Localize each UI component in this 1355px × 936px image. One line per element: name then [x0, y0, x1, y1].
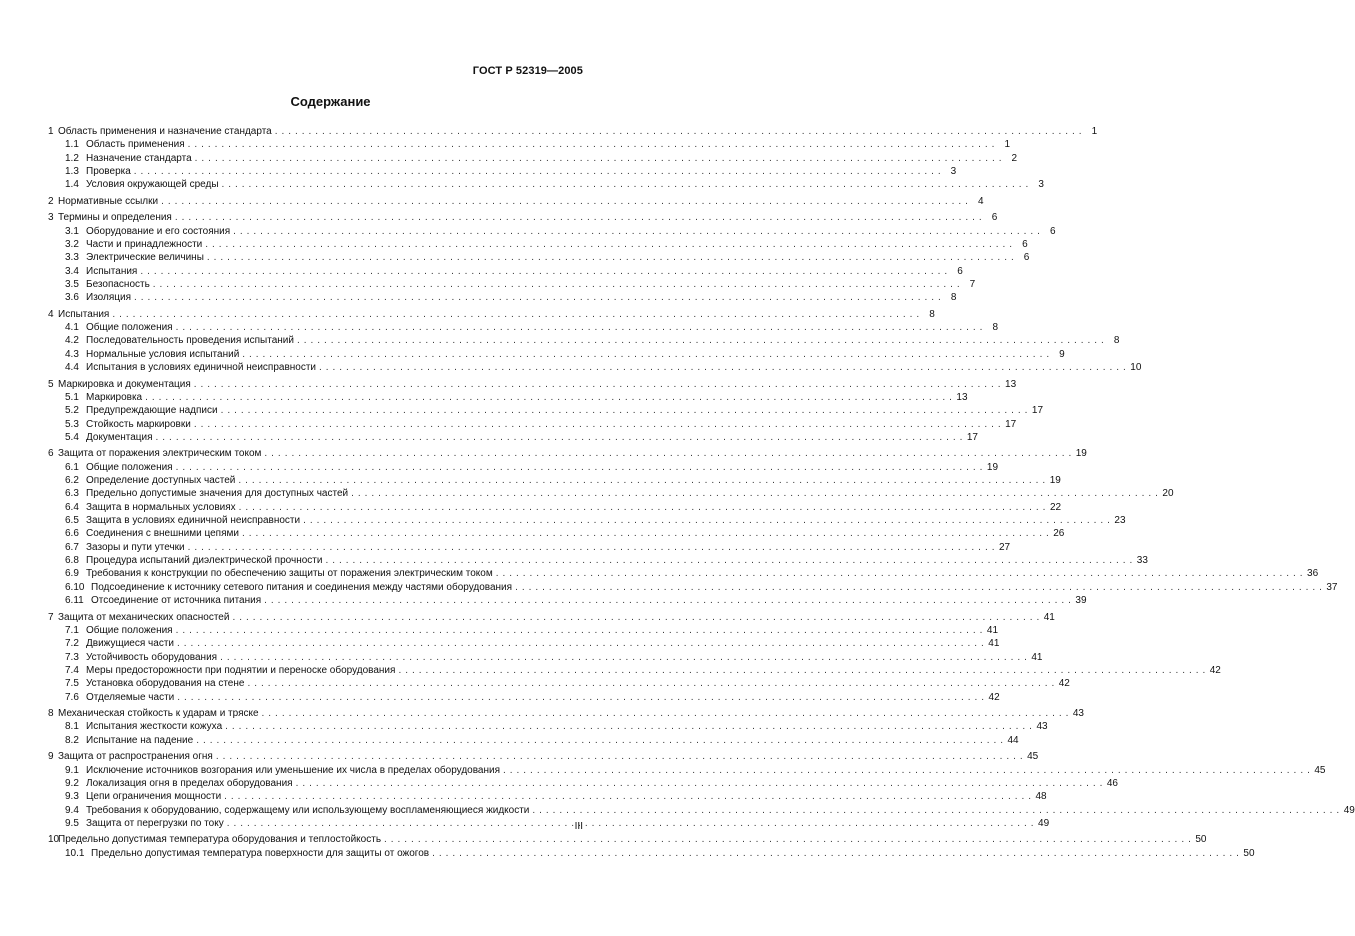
toc-leader-dots: [196, 734, 1003, 747]
toc-entry-number: 5.3: [65, 418, 79, 430]
toc-entry-title: Общие положения: [86, 461, 173, 473]
toc-leader-dots: [188, 138, 995, 151]
toc-entry-number: 6.4: [65, 501, 79, 513]
toc-entry-number: 6.3: [65, 488, 79, 500]
toc-entry-page-number: 6: [1050, 225, 1056, 237]
toc-subsection-entry[interactable]: [48, 581, 1338, 594]
toc-entry-title: Нормальные условия испытаний: [86, 348, 240, 360]
toc-section-entry[interactable]: [48, 611, 1055, 624]
toc-subsection-entry[interactable]: [48, 790, 1047, 803]
toc-leader-dots: [176, 461, 983, 474]
toc-subsection-entry[interactable]: [48, 431, 978, 444]
toc-leader-dots: [247, 677, 1054, 690]
toc-entry-number: 5: [48, 378, 54, 390]
toc-entry-page-number: 43: [1036, 721, 1048, 733]
toc-section-entry[interactable]: [48, 707, 1084, 720]
toc-leader-dots: [238, 474, 1045, 487]
toc-subsection-entry[interactable]: [48, 348, 1065, 361]
toc-entry-number: 4.1: [65, 322, 79, 334]
toc-entry-page-number: 13: [1005, 378, 1017, 390]
toc-entry-number: 1: [48, 126, 54, 137]
toc-entry-page-number: 41: [1043, 611, 1055, 623]
table-of-contents: [48, 125, 1355, 863]
toc-leader-dots: [216, 750, 1023, 763]
toc-entry-page-number: 19: [986, 461, 999, 473]
toc-entry-title: Термины и определения: [58, 212, 172, 224]
toc-entry-title: Предупреждающие надписи: [86, 405, 218, 417]
toc-leader-dots: [384, 833, 1191, 846]
toc-subsection-entry[interactable]: [48, 138, 1011, 151]
toc-entry-title: Определение доступных частей: [86, 475, 236, 487]
toc-section-group: [48, 308, 1142, 375]
toc-subsection-entry[interactable]: [48, 651, 1043, 664]
toc-entry-title: Отделяемые части: [86, 691, 175, 703]
toc-entry-page-number: 50: [1243, 847, 1255, 859]
toc-entry-number: 3: [48, 212, 54, 224]
toc-section-entry[interactable]: [48, 308, 935, 321]
toc-subsection-entry[interactable]: [48, 404, 1044, 417]
toc-entry-title: Область применения и назначение стандарта: [58, 126, 272, 137]
toc-entry-title: Электрические величины: [86, 252, 204, 264]
toc-entry-title: Испытания: [86, 265, 138, 277]
toc-leader-dots: [264, 447, 1071, 460]
toc-entry-page-number: 41: [986, 624, 999, 636]
toc-entry-page-number: 8: [992, 322, 999, 334]
toc-entry-number: 6.2: [65, 475, 79, 487]
toc-entry-page-number: 44: [1007, 734, 1019, 746]
toc-section-entry[interactable]: [48, 211, 998, 224]
toc-subsection-entry[interactable]: [48, 804, 1355, 817]
toc-entry-number: 6.9: [65, 568, 79, 580]
toc-section-group: [48, 833, 1255, 860]
toc-entry-number: 9.1: [65, 764, 79, 776]
toc-entry-number: 3.5: [65, 278, 79, 290]
toc-entry-title: Защита от механических опасностей: [58, 611, 230, 623]
toc-leader-dots: [188, 541, 995, 554]
toc-entry-title: Безопасность: [86, 278, 150, 290]
toc-entry-number: 7.3: [65, 651, 79, 663]
toc-entry-number: 1.2: [65, 152, 79, 164]
toc-leader-dots: [432, 847, 1239, 860]
toc-leader-dots: [222, 178, 1029, 191]
toc-entry-title: Защита от распространения огня: [58, 751, 213, 763]
toc-entry-title: Подсоединение к источнику сетевого питания и соединения между частями оборудования: [91, 581, 513, 593]
toc-entry-title: Назначение стандарта: [86, 152, 192, 164]
toc-leader-dots: [221, 404, 1028, 417]
toc-section-group: [48, 447, 1338, 607]
toc-subsection-entry[interactable]: [48, 152, 1018, 165]
toc-subsection-entry[interactable]: [48, 225, 1056, 238]
toc-subsection-entry[interactable]: [48, 664, 1221, 677]
toc-entry-page-number: 22: [1049, 501, 1062, 513]
toc-entry-title: Локализация огня в пределах оборудования: [86, 777, 293, 789]
toc-entry-title: Защита от перегрузки по току: [86, 817, 224, 829]
toc-entry-page-number: 42: [1209, 664, 1221, 676]
toc-entry-title: Испытание на падение: [86, 734, 194, 746]
toc-entry-title: Части и принадлежности: [86, 238, 203, 250]
toc-entry-page-number: 6: [957, 265, 963, 277]
toc-entry-page-number: 37: [1326, 581, 1338, 593]
toc-entry-page-number: 6: [1023, 252, 1030, 264]
toc-subsection-entry[interactable]: [48, 624, 999, 637]
toc-subsection-entry[interactable]: [48, 361, 1142, 374]
toc-leader-dots: [194, 378, 1001, 391]
toc-leader-dots: [262, 707, 1069, 720]
toc-leader-dots: [227, 817, 1034, 830]
toc-subsection-entry[interactable]: [48, 777, 1118, 790]
toc-entry-title: Движущиеся части: [86, 638, 174, 650]
toc-leader-dots: [140, 265, 947, 278]
toc-leader-dots: [194, 418, 1001, 431]
toc-leader-dots: [532, 804, 1339, 817]
toc-entry-number: 3.6: [65, 292, 79, 304]
toc-entry-title: Условия окружающей среды: [86, 179, 219, 191]
toc-entry-number: 10.1: [65, 847, 85, 859]
toc-entry-number: 4.4: [65, 362, 79, 374]
toc-entry-title: Предельно допустимые значения для доступных частей: [86, 488, 349, 500]
toc-entry-number: 7.1: [65, 624, 79, 636]
toc-entry-page-number: 41: [1031, 651, 1043, 663]
toc-section-group: [48, 211, 1056, 304]
toc-entry-title: Проверка: [86, 166, 131, 178]
toc-entry-number: 7: [48, 611, 54, 623]
toc-entry-page-number: 9: [1059, 348, 1065, 360]
toc-entry-title: Устойчивость оборудования: [86, 651, 218, 663]
toc-leader-dots: [112, 308, 919, 321]
toc-entry-title: Процедура испытаний диэлектрической прочности: [86, 555, 323, 567]
toc-section-entry[interactable]: [48, 195, 984, 208]
document-code: ГОСТ Р 52319—2005: [472, 65, 583, 77]
toc-entry-page-number: 48: [1035, 791, 1047, 803]
toc-leader-dots: [503, 764, 1310, 777]
toc-subsection-entry[interactable]: [48, 165, 957, 178]
toc-section-group: [48, 125, 1098, 192]
toc-entry-number: 6.11: [65, 595, 84, 607]
page-folio: III: [574, 821, 583, 832]
toc-leader-dots: [297, 334, 1104, 347]
toc-entry-number: 9.3: [65, 791, 79, 803]
toc-leader-dots: [515, 581, 1322, 594]
toc-leader-dots: [195, 152, 1002, 165]
toc-entry-page-number: 8: [1113, 335, 1120, 347]
toc-entry-page-number: 33: [1136, 555, 1148, 567]
toc-leader-dots: [303, 514, 1110, 527]
toc-entry-number: 8.1: [65, 721, 79, 733]
toc-entry-title: Исключение источников возгорания или уменьшение их числа в пределах оборудования: [86, 764, 501, 776]
toc-entry-page-number: 36: [1307, 568, 1319, 580]
toc-entry-number: 6.5: [65, 515, 79, 527]
toc-entry-title: Общие положения: [86, 624, 173, 636]
toc-entry-number: 3.3: [65, 252, 79, 264]
toc-entry-number: 3.4: [65, 265, 79, 277]
toc-entry-number: 6.7: [65, 541, 79, 553]
toc-subsection-entry[interactable]: [48, 637, 1000, 650]
toc-entry-title: Область применения: [86, 139, 185, 151]
toc-section-entry[interactable]: [48, 750, 1039, 763]
toc-leader-dots: [175, 211, 982, 224]
toc-subsection-entry[interactable]: [48, 178, 1044, 191]
toc-entry-number: 3.1: [65, 225, 79, 237]
toc-leader-dots: [224, 790, 1031, 803]
toc-entry-number: 1.3: [65, 166, 79, 178]
toc-entry-page-number: 3: [1038, 179, 1044, 191]
toc-leader-dots: [156, 431, 963, 444]
toc-subsection-entry[interactable]: [48, 541, 1011, 554]
toc-subsection-entry[interactable]: [48, 554, 1148, 567]
toc-subsection-entry[interactable]: [48, 847, 1255, 860]
toc-section-group: [48, 750, 1355, 830]
toc-entry-title: Защита в условиях единичной неисправности: [86, 515, 301, 527]
toc-entry-title: Испытания: [58, 308, 110, 320]
toc-entry-title: Документация: [86, 431, 153, 443]
toc-entry-page-number: 1: [1091, 126, 1098, 137]
toc-entry-title: Зазоры и пути утечки: [86, 541, 185, 553]
toc-entry-number: 4: [48, 308, 54, 320]
toc-entry-number: 9.4: [65, 804, 79, 816]
toc-leader-dots: [398, 664, 1205, 677]
toc-leader-dots: [176, 624, 983, 637]
toc-entry-page-number: 17: [1005, 418, 1017, 430]
toc-subsection-entry[interactable]: [48, 501, 1062, 514]
toc-entry-title: Требования к оборудованию, содержащему или использующему воспламеняющиеся жидкости: [86, 804, 530, 816]
toc-entry-page-number: 6: [1022, 238, 1028, 250]
toc-entry-title: Испытания жесткости кожуха: [86, 721, 223, 733]
toc-entry-title: Защита в нормальных условиях: [86, 501, 236, 513]
toc-leader-dots: [232, 611, 1039, 624]
toc-subsection-entry[interactable]: [48, 817, 1050, 830]
toc-leader-dots: [225, 720, 1032, 733]
toc-section-group: [48, 378, 1044, 445]
toc-entry-title: Нормативные ссылки: [58, 195, 159, 207]
toc-entry-number: 1.4: [65, 179, 79, 191]
toc-entry-number: 5.4: [65, 431, 79, 443]
toc-entry-page-number: 17: [1031, 405, 1044, 417]
toc-leader-dots: [153, 278, 960, 291]
toc-entry-title: Установка оборудования на стене: [86, 678, 245, 690]
toc-section-entry[interactable]: [48, 378, 1017, 391]
toc-subsection-entry[interactable]: [48, 527, 1065, 540]
toc-subsection-entry[interactable]: [48, 418, 1017, 431]
toc-entry-page-number: 20: [1162, 488, 1174, 500]
toc-section-entry[interactable]: [48, 833, 1207, 846]
toc-entry-number: 6: [48, 448, 54, 460]
toc-entry-number: 6.8: [65, 555, 79, 567]
toc-leader-dots: [233, 225, 1040, 238]
toc-entry-page-number: 7: [969, 278, 976, 290]
toc-entry-title: Изоляция: [86, 292, 131, 304]
toc-subsection-entry[interactable]: [48, 487, 1174, 500]
toc-subsection-entry[interactable]: [48, 764, 1326, 777]
toc-leader-dots: [275, 125, 1082, 138]
toc-leader-dots: [134, 165, 941, 178]
toc-leader-dots: [145, 391, 952, 404]
toc-subsection-entry[interactable]: [48, 391, 968, 404]
toc-leader-dots: [325, 554, 1132, 567]
toc-entry-number: 6.1: [65, 461, 79, 473]
toc-entry-title: Меры предосторожности при поднятии и переноске оборудования: [86, 664, 396, 676]
toc-entry-title: Оборудование и его состояния: [86, 225, 231, 237]
toc-entry-title: Защита от поражения электрическим током: [58, 448, 262, 460]
toc-entry-number: 9.2: [65, 777, 79, 789]
toc-subsection-entry[interactable]: [48, 334, 1120, 347]
toc-section-group: [48, 195, 984, 208]
toc-entry-page-number: 23: [1114, 515, 1126, 527]
toc-leader-dots: [296, 777, 1103, 790]
toc-leader-dots: [177, 637, 984, 650]
toc-entry-number: 6.6: [65, 528, 79, 540]
toc-entry-title: Испытания в условиях единичной неисправности: [86, 362, 316, 374]
toc-subsection-entry[interactable]: [48, 691, 1000, 704]
toc-entry-page-number: 45: [1027, 751, 1039, 763]
toc-leader-dots: [134, 291, 941, 304]
toc-entry-number: 9.5: [65, 817, 79, 829]
toc-leader-dots: [242, 348, 1049, 361]
toc-entry-title: Общие положения: [86, 322, 173, 334]
toc-entry-page-number: 42: [1058, 678, 1070, 690]
toc-subsection-entry[interactable]: [48, 734, 1019, 747]
toc-entry-number: 6.10: [65, 581, 85, 593]
toc-entry-number: 5.2: [65, 405, 79, 417]
toc-subsection-entry[interactable]: [48, 677, 1070, 690]
toc-entry-number: 8.2: [65, 734, 79, 746]
toc-leader-dots: [351, 487, 1158, 500]
toc-entry-title: Соединения с внешними цепями: [86, 528, 239, 540]
toc-entry-page-number: 17: [966, 431, 978, 443]
toc-entry-page-number: 45: [1314, 764, 1326, 776]
toc-entry-number: 7.6: [65, 691, 79, 703]
toc-entry-page-number: 3: [950, 166, 957, 178]
toc-leader-dots: [177, 691, 984, 704]
toc-entry-page-number: 1: [1004, 139, 1011, 151]
toc-entry-page-number: 49: [1038, 817, 1050, 829]
toc-entry-title: Механическая стойкость к ударам и тряске: [58, 708, 259, 720]
toc-entry-page-number: 26: [1053, 528, 1065, 540]
toc-entry-page-number: 42: [988, 691, 1000, 703]
toc-entry-number: 7.5: [65, 678, 79, 690]
toc-entry-title: Цепи ограничения мощности: [86, 791, 222, 803]
toc-entry-title: Отсоединение от источника питания: [91, 595, 262, 607]
toc-entry-page-number: 13: [956, 391, 968, 403]
toc-entry-page-number: 19: [1075, 448, 1087, 460]
toc-entry-title: Маркировка: [86, 391, 143, 403]
toc-leader-dots: [161, 195, 968, 208]
toc-subsection-entry[interactable]: [48, 251, 1030, 264]
toc-leader-dots: [207, 251, 1014, 264]
toc-entry-number: 4.3: [65, 348, 79, 360]
page-title: Содержание: [290, 94, 371, 109]
toc-entry-number: 4.2: [65, 335, 79, 347]
toc-entry-number: 10: [48, 834, 60, 846]
toc-subsection-entry[interactable]: [48, 461, 999, 474]
toc-subsection-entry[interactable]: [48, 567, 1319, 580]
toc-entry-page-number: 49: [1343, 804, 1355, 816]
toc-entry-page-number: 19: [1049, 475, 1061, 487]
toc-entry-title: Маркировка и документация: [58, 378, 191, 390]
toc-subsection-entry[interactable]: [48, 278, 976, 291]
toc-leader-dots: [496, 567, 1303, 580]
toc-entry-page-number: 27: [998, 541, 1011, 553]
toc-entry-page-number: 8: [929, 308, 935, 320]
toc-subsection-entry[interactable]: [48, 474, 1061, 487]
toc-entry-page-number: 10: [1130, 362, 1142, 374]
toc-entry-number: 8: [48, 708, 54, 720]
toc-leader-dots: [176, 321, 983, 334]
toc-entry-number: 1.1: [65, 139, 79, 151]
toc-section-group: [48, 611, 1221, 704]
toc-entry-number: 5.1: [65, 391, 79, 403]
toc-entry-page-number: 50: [1195, 834, 1207, 846]
toc-entry-page-number: 43: [1072, 708, 1084, 720]
toc-entry-title: Последовательность проведения испытаний: [86, 335, 294, 347]
toc-entry-number: 7.2: [65, 638, 79, 650]
toc-entry-page-number: 4: [977, 195, 984, 207]
toc-leader-dots: [239, 501, 1046, 514]
toc-entry-page-number: 41: [988, 638, 1000, 650]
toc-section-entry[interactable]: [48, 125, 1098, 138]
toc-leader-dots: [319, 361, 1126, 374]
toc-entry-number: 9: [48, 751, 54, 763]
toc-entry-page-number: 8: [950, 292, 957, 304]
toc-entry-page-number: 39: [1075, 595, 1087, 607]
toc-entry-title: Предельно допустимая температура поверхности для защиты от ожогов: [91, 847, 430, 859]
toc-entry-title: Предельно допустимая температура оборудования и теплостойкость: [58, 834, 382, 846]
toc-subsection-entry[interactable]: [48, 720, 1048, 733]
toc-entry-title: Требования к конструкции по обеспечению защиты от поражения электрическим током: [86, 568, 493, 580]
toc-subsection-entry[interactable]: [48, 238, 1028, 251]
toc-subsection-entry[interactable]: [48, 321, 999, 334]
toc-leader-dots: [205, 238, 1012, 251]
toc-subsection-entry[interactable]: [48, 514, 1126, 527]
toc-entry-number: 3.2: [65, 238, 79, 250]
toc-entry-page-number: 46: [1106, 777, 1118, 789]
toc-leader-dots: [242, 527, 1049, 540]
toc-leader-dots: [264, 594, 1071, 607]
toc-entry-number: 7.4: [65, 664, 79, 676]
toc-leader-dots: [220, 651, 1027, 664]
toc-entry-number: 2: [48, 195, 54, 207]
toc-section-entry[interactable]: [48, 447, 1087, 460]
toc-subsection-entry[interactable]: [48, 594, 1087, 607]
toc-entry-page-number: 6: [991, 212, 998, 224]
toc-subsection-entry[interactable]: [48, 291, 957, 304]
toc-section-group: [48, 707, 1084, 747]
toc-entry-title: Стойкость маркировки: [86, 418, 191, 430]
toc-entry-page-number: 2: [1011, 152, 1018, 164]
toc-subsection-entry[interactable]: [48, 265, 963, 278]
